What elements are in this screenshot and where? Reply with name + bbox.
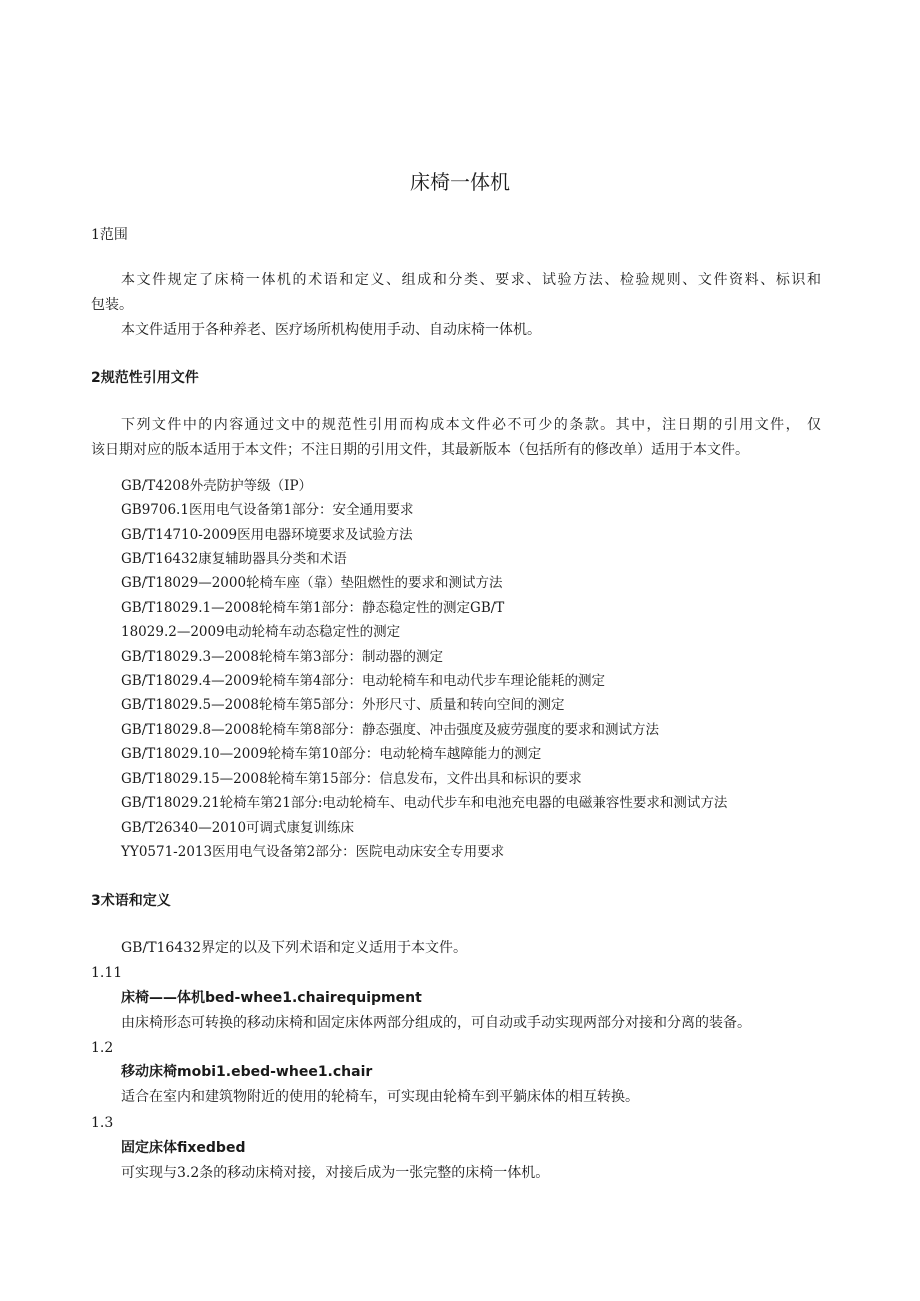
reference-item: GB/T18029.3—2008轮椅车第3部分：制动器的测定 [121,649,444,665]
term-name: 床椅——体机bed-whee1.chairequipment [121,990,422,1006]
reference-item: GB/T16432康复辅助器具分类和术语 [121,551,347,567]
section-3-heading: 3术语和定义 [91,893,171,909]
reference-item: GB/T26340—2010可调式康复训练床 [121,820,355,836]
reference-item: GB/T18029.5—2008轮椅车第5部分：外形尺寸、质量和转向空间的测定 [121,697,565,713]
reference-item: 18029.2—2009电动轮椅车动态稳定性的测定 [121,624,401,640]
term-definition: 由床椅形态可转换的移动床椅和固定床体两部分组成的，可自动或手动实现两部分对接和分离的装备。 [121,1015,751,1031]
term-definition: 适合在室内和建筑物附近的使用的轮椅车，可实现由轮椅车到平躺床体的相互转换。 [121,1089,639,1105]
section-2-heading: 2规范性引用文件 [91,370,199,386]
reference-item: GB/T18029.15—2008轮椅车第15部分：信息发布，文件出具和标识的要求 [121,771,582,787]
term-name: 移动床椅mobi1.ebed-whee1.chair [121,1064,373,1080]
reference-item: GB/T18029.8—2008轮椅车第8部分：静态强度、冲击强度及疲劳强度的要求和测试方法 [121,722,660,738]
reference-item: GB9706.1医用电气设备第1部分：安全通用要求 [121,502,414,518]
reference-item: GB/T18029.1—2008轮椅车第1部分：静态稳定性的测定GB/T [121,600,505,616]
section-2-paragraph-line-2: 该日期对应的版本适用于本文件；不注日期的引用文件，其最新版本（包括所有的修改单）适用于本文件。 [91,442,749,458]
section-1-heading: 1范围 [91,227,128,243]
document-title: 床椅一体机 [410,170,510,194]
reference-item: GB/T14710-2009医用电器环境要求及试验方法 [121,527,413,543]
term-definition: 可实现与3.2条的移动床椅对接，对接后成为一张完整的床椅一体机。 [121,1165,550,1181]
term-number: 1.11 [91,965,123,981]
reference-item: YY0571-2013医用电气设备第2部分：医院电动床安全专用要求 [121,844,505,860]
reference-item: GB/T18029.4—2009轮椅车第4部分：电动轮椅车和电动代步车理论能耗的测定 [121,673,606,689]
term-number: 1.2 [91,1040,114,1056]
reference-item: GB/T18029—2000轮椅车座（靠）垫阻燃性的要求和测试方法 [121,575,503,591]
reference-item: GB/T18029.10—2009轮椅车第10部分：电动轮椅车越障能力的测定 [121,746,542,762]
section-3-intro: GB/T16432界定的以及下列术语和定义适用于本文件。 [121,940,468,956]
section-2-paragraph-line-1: 下列文件中的内容通过文中的规范性引用而构成本文件必不可少的条款。其中，注日期的引用文件， 仅 [121,417,821,433]
term-number: 1.3 [91,1115,114,1131]
section-1-paragraph-2: 本文件适用于各种养老、医疗场所机构使用手动、自动床椅一体机。 [121,322,541,338]
section-1-paragraph-1-line-1: 本文件规定了床椅一体机的术语和定义、组成和分类、要求、试验方法、检验规则、文件资料、标识和 [121,272,821,288]
reference-item: GB/T18029.21轮椅车第21部分:电动轮椅车、电动代步车和电池充电器的电磁兼容性要求和测试方法 [121,795,728,811]
term-name: 固定床体fixedbed [121,1140,246,1156]
section-1-paragraph-1-line-2: 包装。 [91,297,133,313]
reference-item: GB/T4208外壳防护等级（IP） [121,478,313,494]
